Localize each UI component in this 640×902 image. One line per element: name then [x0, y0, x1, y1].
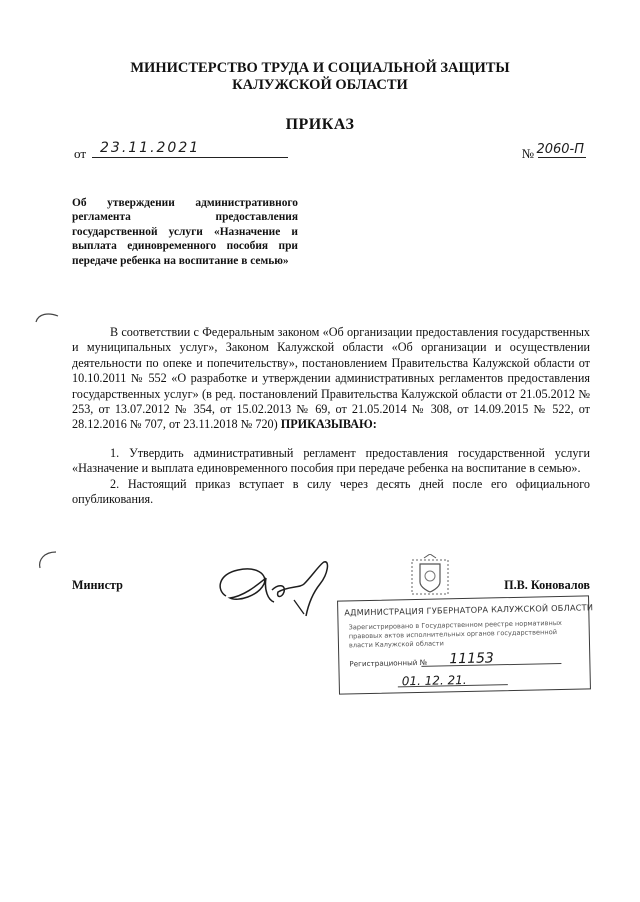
- ministry-header: [0, 60, 640, 94]
- order-item-2: 2. Настоящий приказ вступает в силу через десять дней после его официального опубликования.: [72, 476, 590, 507]
- number-handwritten: 2060-П: [536, 142, 584, 157]
- signatory-name: П.В. Коновалов: [504, 578, 590, 592]
- date-underline: [92, 157, 288, 158]
- stamp-title: АДМИНИСТРАЦИЯ ГУБЕРНАТОРА КАЛУЖСКОЙ ОБЛАСТИ: [344, 602, 594, 618]
- stamp-reg-number: 11153: [449, 650, 495, 668]
- preamble-paragraph: [72, 325, 590, 433]
- stamp-note: Зарегистрировано в Государственном реестре нормативных правовых актов исполнительных органов государственной власти Калужской области: [348, 618, 563, 650]
- number-underline: [538, 157, 586, 158]
- preamble-text: В соответствии с Федеральным законом «Об организации предоставления государственных и муниципальных услуг», Законом Калужской области «Об организации и осуществлении деятельности по опеке и попечительству», постановлением Правительства Калужской области от 10.10.2011 № 552 «О разработке и утверждении административных регламентов предоставления государственных услуг» (в ред. постановлений Правительства Калужской области от 21.05.2012 № 253, от 13.07.2012 № 354, от 15.02.2013 № 69, от 21.05.2014 № 308, от 14.09.2015 № 522, от 28.12.2016 № 707, от 23.11.2018 № 720): [72, 325, 590, 432]
- document-title: ПРИКАЗ: [285, 116, 355, 133]
- stamp-reg-label: Регистрационный №: [349, 657, 428, 669]
- number-prefix: №: [521, 146, 534, 161]
- order-item-1: 1. Утвердить административный регламент предоставления государственной услуги «Назначение и выплата единовременного пособия при передаче ребенка на воспитание в семью».: [72, 445, 590, 476]
- order-body: [72, 325, 590, 507]
- handwritten-signature: [208, 556, 358, 622]
- ministry-name-line2: КАЛУЖСКОЙ ОБЛАСТИ: [232, 77, 408, 93]
- date-prefix: от: [74, 146, 87, 161]
- left-margin-mark-top: [34, 310, 60, 324]
- left-margin-mark-bottom: [36, 550, 60, 570]
- ministry-name-line1: МИНИСТЕРСТВО ТРУДА И СОЦИАЛЬНОЙ ЗАЩИТЫ: [130, 60, 510, 76]
- order-subject: Об утверждении административного регламента предоставления государственной услуги «Назначение и выплата единовременного пособия при передаче ребенка на воспитание в семью»: [72, 197, 298, 267]
- coat-of-arms-emblem: [408, 554, 452, 598]
- signatory-role: Министр: [72, 578, 123, 592]
- date-handwritten: 23.11.2021: [100, 140, 201, 156]
- stamp-reg-date: 01. 12. 21.: [401, 672, 467, 689]
- registration-stamp: [337, 595, 594, 694]
- order-keyword: ПРИКАЗЫВАЮ:: [280, 417, 377, 432]
- date-number-row: [74, 142, 586, 164]
